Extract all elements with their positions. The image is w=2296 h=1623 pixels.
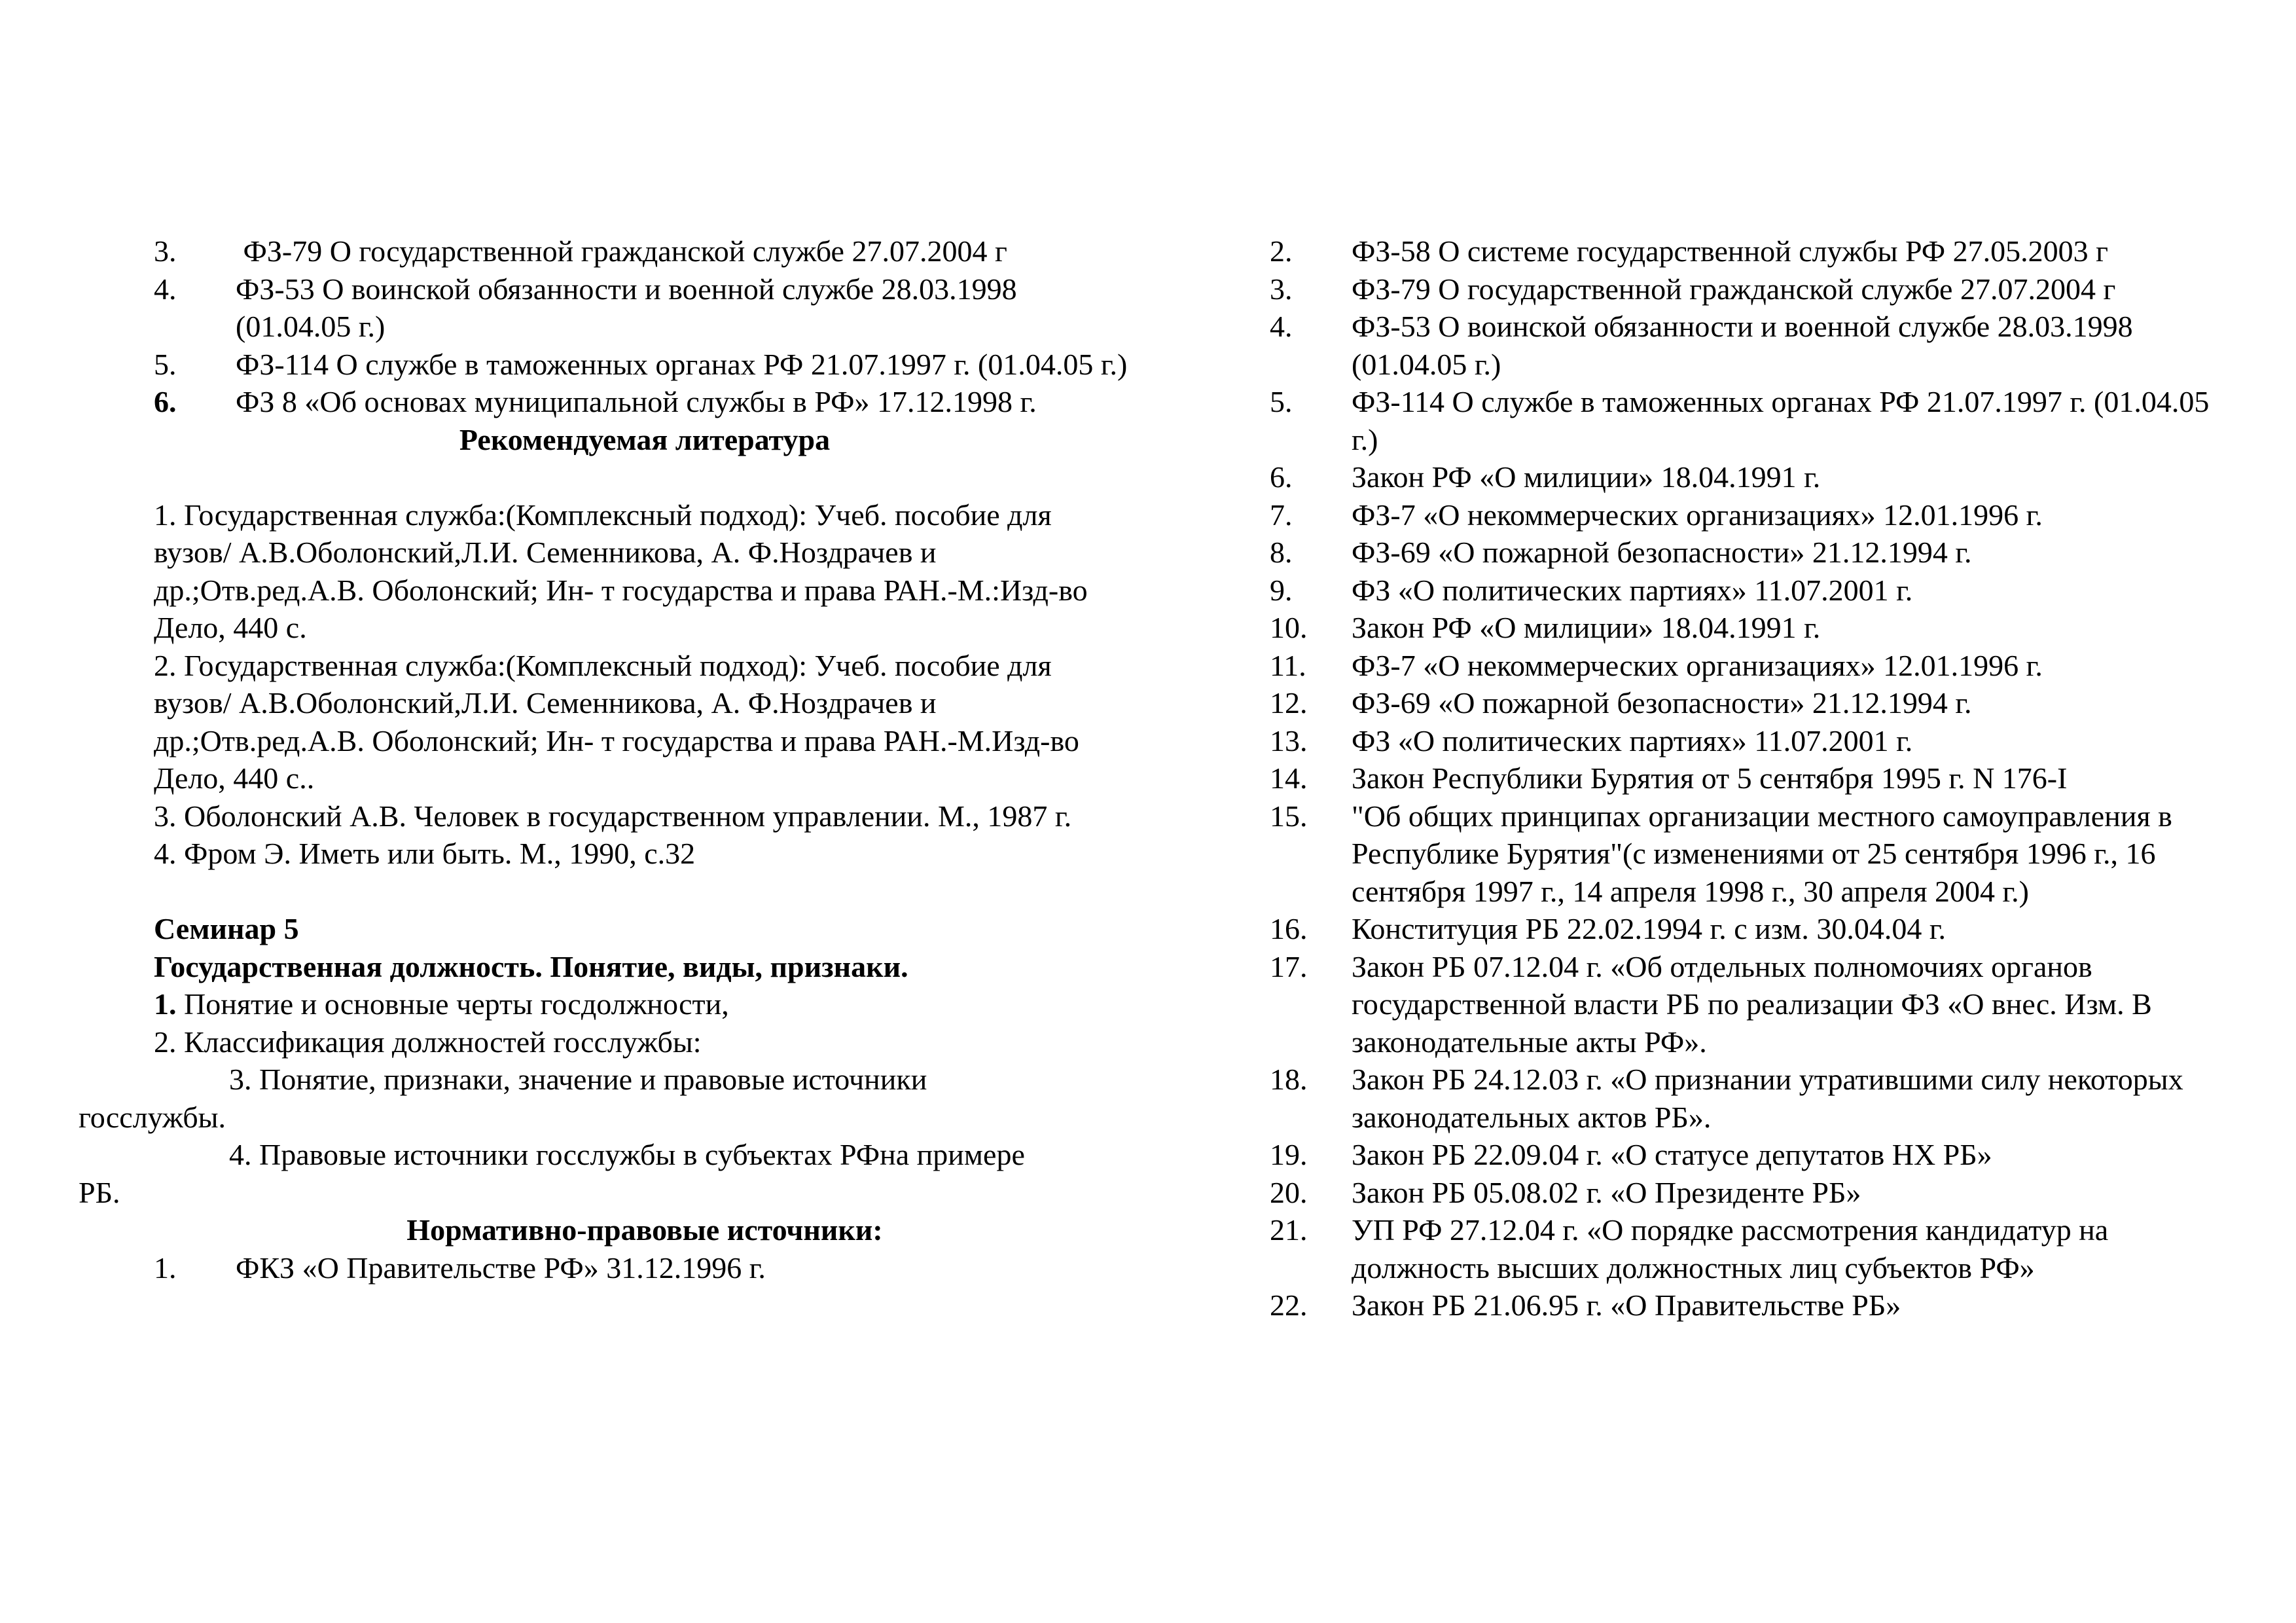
sources-heading: Нормативно-правовые источники:: [406, 1213, 883, 1247]
law-number: 14.: [1270, 761, 1308, 795]
seminar-plan: [79, 985, 1136, 1211]
law-text: Закон РБ 21.06.95 г. «О Правительстве РБ»: [1352, 1288, 1901, 1322]
law-number: 4.: [1270, 310, 1293, 343]
law-item: [1270, 308, 2225, 383]
law-number: 8.: [1270, 536, 1293, 569]
law-item: [154, 383, 1136, 421]
law-item: [1270, 722, 2225, 760]
literature-heading: Рекомендуемая литература: [459, 422, 831, 456]
source-item: [154, 1249, 1136, 1287]
law-item: [1270, 759, 2225, 797]
literature-item: 4. Фром Э. Иметь или быть. М., 1990, с.32: [154, 837, 696, 870]
law-number: 22.: [1270, 1288, 1308, 1322]
seminar-title: Семинар 5: [154, 912, 299, 945]
law-number: 3.: [1270, 272, 1293, 306]
right-column: [1270, 232, 2225, 1324]
law-text: ФЗ-114 О службе в таможенных органах РФ 21.07.1997 г. (01.04.05 г.): [236, 347, 1128, 381]
law-item: [1270, 684, 2225, 722]
law-text: ФЗ «О политических партиях» 11.07.2001 г.: [1352, 723, 1913, 757]
law-item: [1270, 458, 2225, 496]
law-text: Закон РФ «О милиции» 18.04.1991 г.: [1352, 460, 1821, 494]
left-column: [79, 232, 1136, 1286]
plan-item: 2. Классификация должностей госслужбы:: [154, 1025, 702, 1059]
plan-item: 4. Правовые источники госслужбы в субъектах РФна примере: [229, 1138, 1025, 1171]
law-text: ФЗ-58 О системе государственной службы РФ 27.05.2003 г: [1352, 234, 2109, 268]
law-item: [1270, 496, 2225, 534]
law-item: [1270, 534, 2225, 572]
law-item: [1270, 797, 2225, 911]
law-number: 6.: [1270, 460, 1293, 494]
law-item: [1270, 948, 2225, 1061]
law-item: [1270, 910, 2225, 948]
law-item: [1270, 232, 2225, 270]
law-item: [154, 232, 1136, 270]
law-text: Закон РФ «О милиции» 18.04.1991 г.: [1352, 611, 1821, 644]
plan-number: 1.: [154, 987, 177, 1021]
spacer: [154, 458, 1136, 496]
literature-item: 2. Государственная служба:(Комплексный подход): Учеб. пособие для вузов/ А.В.Оболонский,Л.И. Семенникова, А. Ф.Ноздрачев и др.;Отв.ред.А.В. Оболонский; Ин- т государства и права РАН.-М.Изд-во Дело, 440 с..: [154, 648, 1079, 795]
law-text: УП РФ 27.12.04 г. «О порядке рассмотрения кандидатур на должность высших должностных лиц субъектов РФ»: [1352, 1213, 2109, 1285]
seminar-topic: Государственная должность. Понятие, виды, признаки.: [154, 949, 908, 983]
law-number: 9.: [1270, 573, 1293, 607]
law-text: ФЗ-69 «О пожарной безопасности» 21.12.1994 г.: [1352, 536, 1972, 569]
law-number: 2.: [1270, 234, 1293, 268]
law-text: ФЗ-7 «О некоммерческих организациях» 12.01.1996 г.: [1352, 498, 2043, 532]
source-number: 1.: [154, 1250, 177, 1285]
law-text: ФЗ-53 О воинской обязанности и военной службе 28.03.1998 (01.04.05 г.): [1352, 310, 2133, 381]
spacer: [154, 873, 1136, 911]
law-number: 18.: [1270, 1063, 1308, 1096]
law-item: [1270, 383, 2225, 458]
source-text: ФКЗ «О Правительстве РФ» 31.12.1996 г.: [236, 1250, 766, 1285]
law-item: [1270, 647, 2225, 685]
law-text: Конституция РБ 22.02.1994 г. с изм. 30.04.04 г.: [1352, 912, 1946, 945]
law-number: 12.: [1270, 686, 1308, 720]
literature-item: 3. Оболонский А.В. Человек в государственном управлении. М., 1987 г.: [154, 799, 1072, 833]
plan-item: 3. Понятие, признаки, значение и правовые источники: [229, 1063, 927, 1096]
law-number: 5.: [1270, 385, 1293, 418]
law-number: 5.: [154, 347, 177, 381]
law-number: 13.: [1270, 723, 1308, 757]
law-text: ФЗ-79 О государственной гражданской службе 27.07.2004 г: [236, 234, 1007, 268]
law-number: 4.: [154, 272, 177, 306]
law-number: 11.: [1270, 648, 1306, 682]
law-text: Закон Республики Бурятия от 5 сентября 1995 г. N 176-I: [1352, 761, 2068, 795]
law-item: [1270, 1286, 2225, 1324]
law-item: [1270, 572, 2225, 610]
law-text: ФЗ-79 О государственной гражданской службе 27.07.2004 г: [1352, 272, 2116, 306]
law-text: ФЗ-114 О службе в таможенных органах РФ 21.07.1997 г. (01.04.05 г.): [1352, 385, 2210, 456]
law-text: Закон РБ 22.09.04 г. «О статусе депутатов НХ РБ»: [1352, 1138, 1992, 1171]
law-number: 16.: [1270, 912, 1308, 945]
law-item: [1270, 270, 2225, 308]
law-item: [1270, 1136, 2225, 1174]
law-number: 15.: [1270, 799, 1308, 833]
law-number: 17.: [1270, 949, 1308, 983]
law-number: 3.: [154, 234, 177, 268]
law-text: ФЗ-53 О воинской обязанности и военной службе 28.03.1998 (01.04.05 г.): [236, 272, 1017, 343]
plan-item-continuation: госслужбы.: [79, 1100, 226, 1134]
law-text: "Об общих принципах организации местного самоуправления в Республике Бурятия"(с изменениями от 25 сентября 1996 г., 16 сентября 1997 г., 14 апреля 1998 г., 30 апреля 2004 г.): [1352, 799, 2172, 908]
law-item: [1270, 1061, 2225, 1136]
law-number: 19.: [1270, 1138, 1308, 1171]
law-number: 21.: [1270, 1213, 1308, 1247]
literature-item: 1. Государственная служба:(Комплексный подход): Учеб. пособие для вузов/ А.В.Оболонский,Л.И. Семенникова, А. Ф.Ноздрачев и др.;Отв.ред.А.В. Оболонский; Ин- т государства и права РАН.-М.:Изд-во Дело, 440 с.: [154, 498, 1088, 644]
law-number: 10.: [1270, 611, 1308, 644]
law-number: 7.: [1270, 498, 1293, 532]
plan-item: [154, 985, 1136, 1023]
law-text: Закон РБ 05.08.02 г. «О Президенте РБ»: [1352, 1175, 1861, 1209]
law-item: [154, 270, 1136, 346]
law-item: [1270, 1174, 2225, 1212]
law-text: ФЗ-69 «О пожарной безопасности» 21.12.1994 г.: [1352, 686, 1972, 720]
law-number: 20.: [1270, 1175, 1308, 1209]
law-text: Закон РБ 07.12.04 г. «Об отдельных полномочиях органов государственной власти РБ по реализации ФЗ «О внес. Изм. В законодательные акты РФ».: [1352, 949, 2152, 1059]
plan-text: Понятие и основные черты госдолжности,: [176, 987, 729, 1021]
law-text: ФЗ «О политических партиях» 11.07.2001 г.: [1352, 573, 1913, 607]
law-text: Закон РБ 24.12.03 г. «О признании утратившими силу некоторых законодательных актов РБ».: [1352, 1063, 2183, 1134]
law-item: [1270, 609, 2225, 647]
law-number: 6.: [154, 385, 177, 418]
law-text: ФЗ 8 «Об основах муниципальной службы в РФ» 17.12.1998 г.: [236, 385, 1037, 418]
plan-item-continuation: РБ.: [79, 1175, 120, 1209]
law-item: [154, 346, 1136, 384]
law-item: [1270, 1211, 2225, 1286]
law-text: ФЗ-7 «О некоммерческих организациях» 12.01.1996 г.: [1352, 648, 2043, 682]
